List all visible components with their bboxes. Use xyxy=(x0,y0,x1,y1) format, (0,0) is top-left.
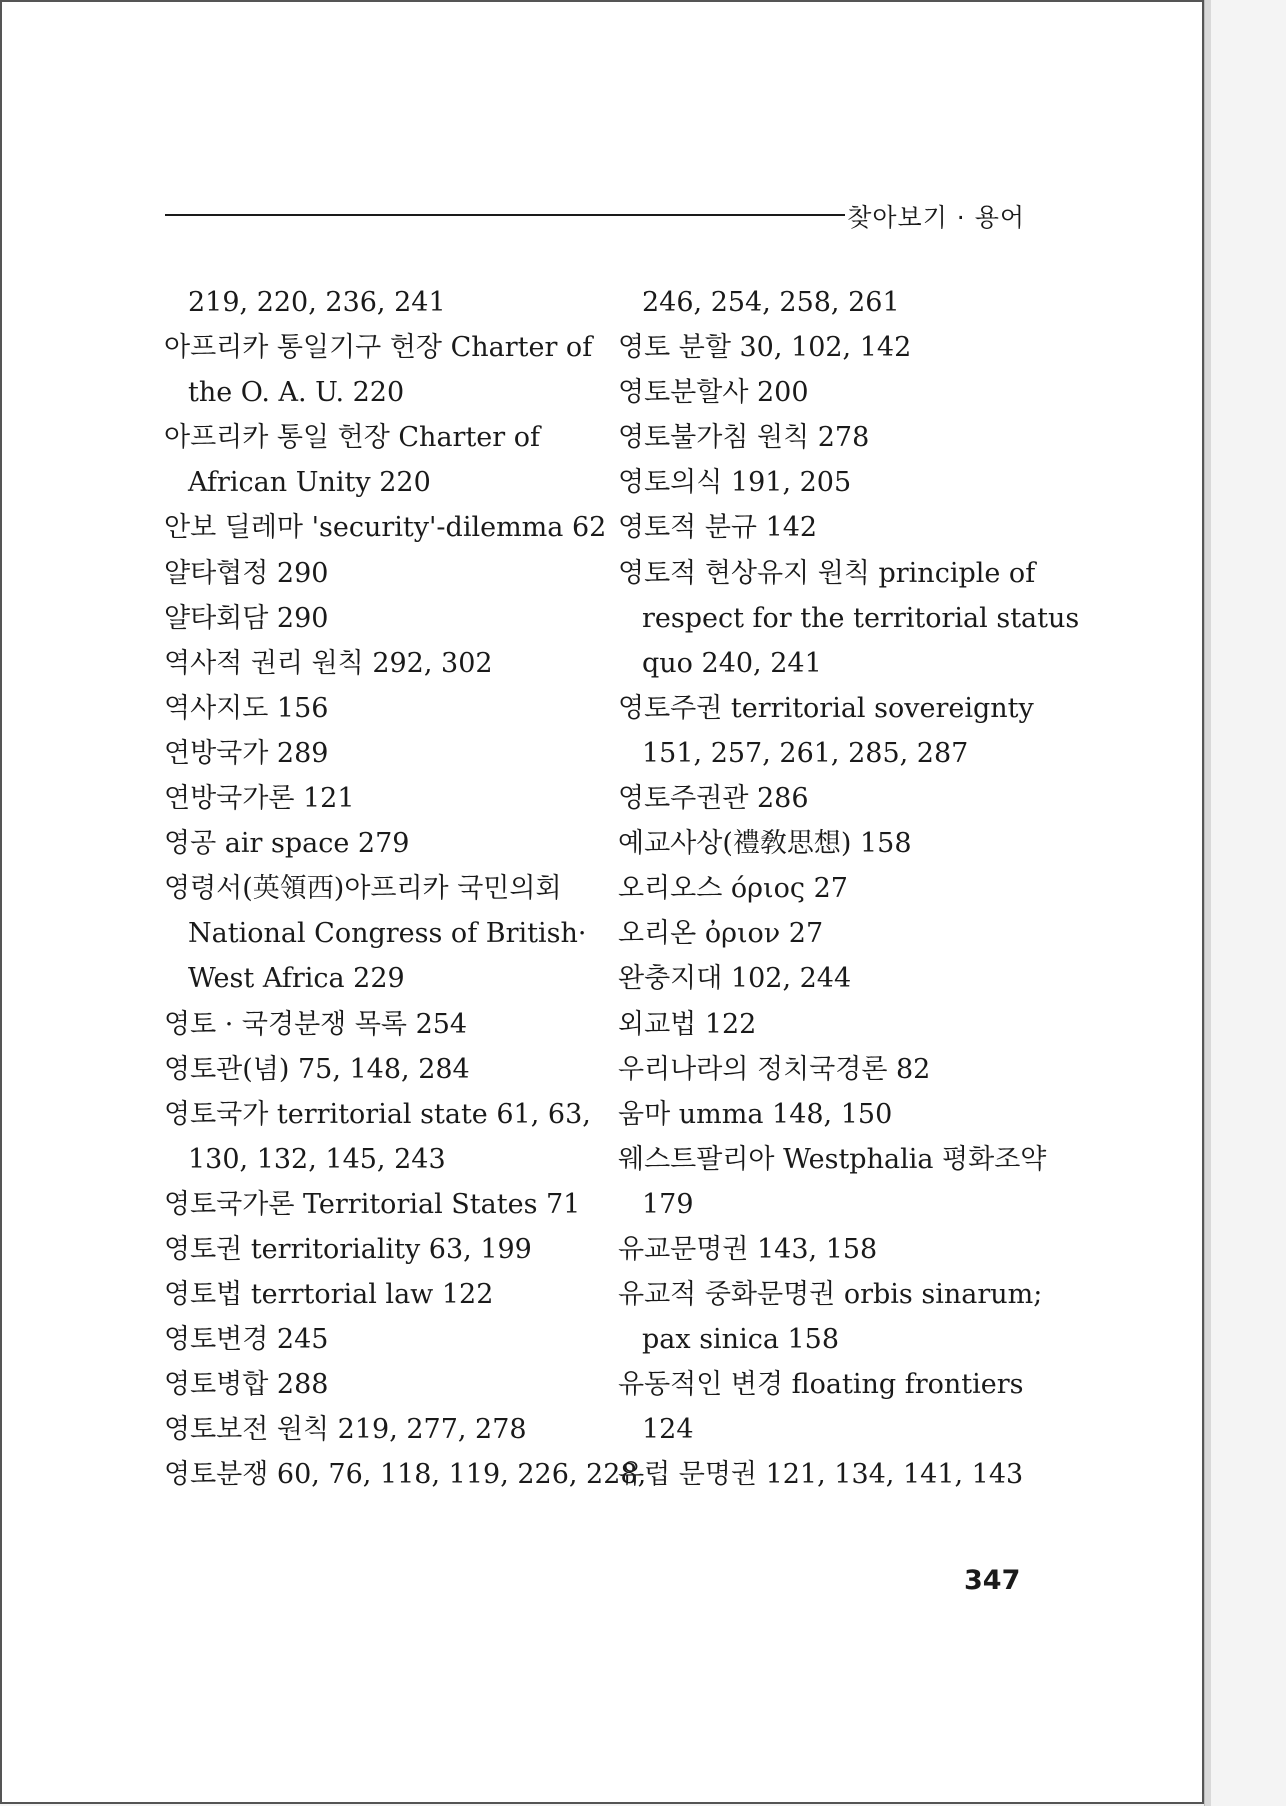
index-entry: 영토변경 245 xyxy=(164,1324,329,1356)
index-entry: 유교문명권 143, 158 xyxy=(618,1233,878,1265)
index-entry: 오리오스 όριος 27 xyxy=(618,873,848,905)
index-entry: 영토 분할 30, 102, 142 xyxy=(618,332,912,364)
running-head-title: 찾아보기 · 용어 xyxy=(847,203,1025,232)
index-entry: African Unity 220 xyxy=(188,467,431,499)
index-entry: 영토병합 288 xyxy=(164,1369,329,1401)
index-entry: 151, 257, 261, 285, 287 xyxy=(642,737,969,769)
index-entry: 완충지대 102, 244 xyxy=(618,963,852,995)
index-entry: 246, 254, 258, 261 xyxy=(642,287,900,318)
index-entry: National Congress of British· xyxy=(188,918,587,950)
index-entry: 유동적인 변경 floating frontiers xyxy=(618,1369,1024,1401)
index-entry: 124 xyxy=(642,1414,694,1446)
running-head xyxy=(165,198,1025,238)
page-number: 347 xyxy=(964,1565,1021,1596)
index-column-left xyxy=(164,280,647,1498)
index-entry: 오리온 ὀριον 27 xyxy=(618,918,824,950)
index-entry: 우리나라의 정치국경론 82 xyxy=(618,1053,931,1085)
index-entry: 역사적 권리 원칙 292, 302 xyxy=(164,647,493,679)
index-entry: 219, 220, 236, 241 xyxy=(188,287,446,318)
index-entry: 유교적 중화문명권 orbis sinarum; xyxy=(618,1279,1043,1311)
index-entry: 영토권 territoriality 63, 199 xyxy=(164,1233,532,1265)
index-column-right xyxy=(618,280,1080,1498)
index-entry: 영토적 분규 142 xyxy=(618,512,818,544)
index-entry: 웨스트팔리아 Westphalia 평화조약 xyxy=(618,1143,1047,1175)
index-entry: the O. A. U. 220 xyxy=(188,377,405,409)
index-entry: 영토의식 191, 205 xyxy=(618,467,852,499)
index-entry: 영토 · 국경분쟁 목록 254 xyxy=(164,1008,468,1040)
index-entry: 영공 air space 279 xyxy=(164,828,410,860)
header-rule xyxy=(165,214,845,216)
index-entry: 영토관(념) 75, 148, 284 xyxy=(164,1053,470,1085)
index-entry: 130, 132, 145, 243 xyxy=(188,1143,446,1175)
index-entry: 영토국가 territorial state 61, 63, xyxy=(164,1098,591,1130)
index-entry: 영토분쟁 60, 76, 118, 119, 226, 228, xyxy=(164,1459,647,1491)
index-entry: respect for the territorial status xyxy=(642,602,1080,634)
index-entry: quo 240, 241 xyxy=(642,647,822,679)
index-entry: 연방국가론 121 xyxy=(164,783,355,815)
index-entry: 영토주권관 286 xyxy=(618,783,809,815)
index-entry: 영토분할사 200 xyxy=(618,377,809,409)
index-entry: 예교사상(禮敎思想) 158 xyxy=(618,828,912,860)
index-entry: 아프리카 통일 헌장 Charter of xyxy=(164,422,541,454)
index-entry: 영령서(英領西)아프리카 국민의회 xyxy=(164,873,562,905)
index-entry: 역사지도 156 xyxy=(164,692,329,724)
index-entry: 얄타회담 290 xyxy=(164,602,329,634)
index-entry: 영토적 현상유지 원칙 principle of xyxy=(618,557,1036,589)
index-entry: West Africa 229 xyxy=(188,963,405,995)
index-entry: 179 xyxy=(642,1188,694,1220)
index-entry: 영토법 terrtorial law 122 xyxy=(164,1279,494,1311)
index-entry: 아프리카 통일기구 헌장 Charter of xyxy=(164,332,593,364)
index-entry: 움마 umma 148, 150 xyxy=(618,1098,893,1130)
index-entry: 얄타협정 290 xyxy=(164,557,329,589)
index-entry: 영토보전 원칙 219, 277, 278 xyxy=(164,1414,527,1446)
index-entry: pax sinica 158 xyxy=(642,1324,840,1356)
index-entry: 외교법 122 xyxy=(618,1008,757,1040)
index-entry: 영토주권 territorial sovereignty xyxy=(618,692,1034,724)
index-entry: 영토국가론 Territorial States 71 xyxy=(164,1188,581,1220)
index-entry: 연방국가 289 xyxy=(164,737,329,769)
index-entry: 안보 딜레마 'security'-dilemma 62 xyxy=(164,512,607,544)
index-entry: 영토불가침 원칙 278 xyxy=(618,422,870,454)
index-entry: 유럽 문명권 121, 134, 141, 143 xyxy=(618,1459,1024,1491)
page-edge xyxy=(1204,0,1211,1806)
